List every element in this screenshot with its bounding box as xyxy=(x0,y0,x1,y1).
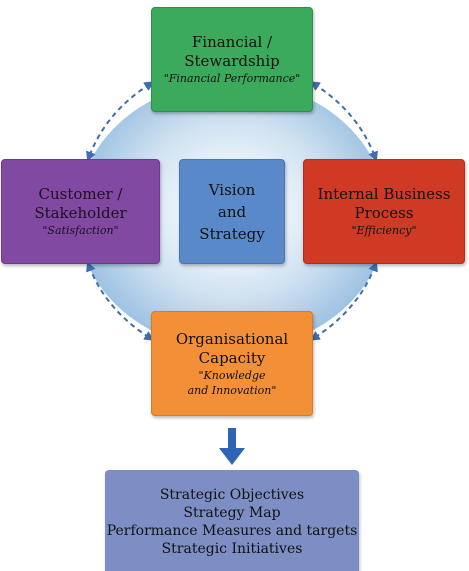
output-line-strategy-map: Strategy Map xyxy=(183,504,281,521)
organisational-title: Organisational Capacity xyxy=(175,329,289,367)
output-line-initiatives: Strategic Initiatives xyxy=(161,540,303,557)
internal-title: Internal Business Process xyxy=(317,185,451,222)
customer-subtitle: "Satisfaction" xyxy=(42,224,119,237)
customer-title: Customer / Stakeholder xyxy=(34,185,127,222)
output-line-objectives: Strategic Objectives xyxy=(159,486,305,503)
internal-business-process-box xyxy=(303,159,465,264)
down-arrow-icon xyxy=(218,428,246,466)
financial-title: Financial / Stewardship xyxy=(184,33,280,70)
organisational-subtitle: "Knowledge and Innovation" xyxy=(187,368,277,397)
customer-stakeholder-box xyxy=(1,159,160,264)
financial-subtitle: "Financial Performance" xyxy=(163,72,301,85)
financial-stewardship-box xyxy=(151,7,313,112)
strategic-outputs-box xyxy=(105,470,359,571)
vision-strategy-box xyxy=(179,159,285,264)
vision-title: Vision and Strategy xyxy=(199,180,265,243)
internal-subtitle: "Efficiency" xyxy=(351,224,417,237)
output-line-measures: Performance Measures and targets xyxy=(106,522,358,539)
organisational-capacity-box xyxy=(151,311,313,416)
